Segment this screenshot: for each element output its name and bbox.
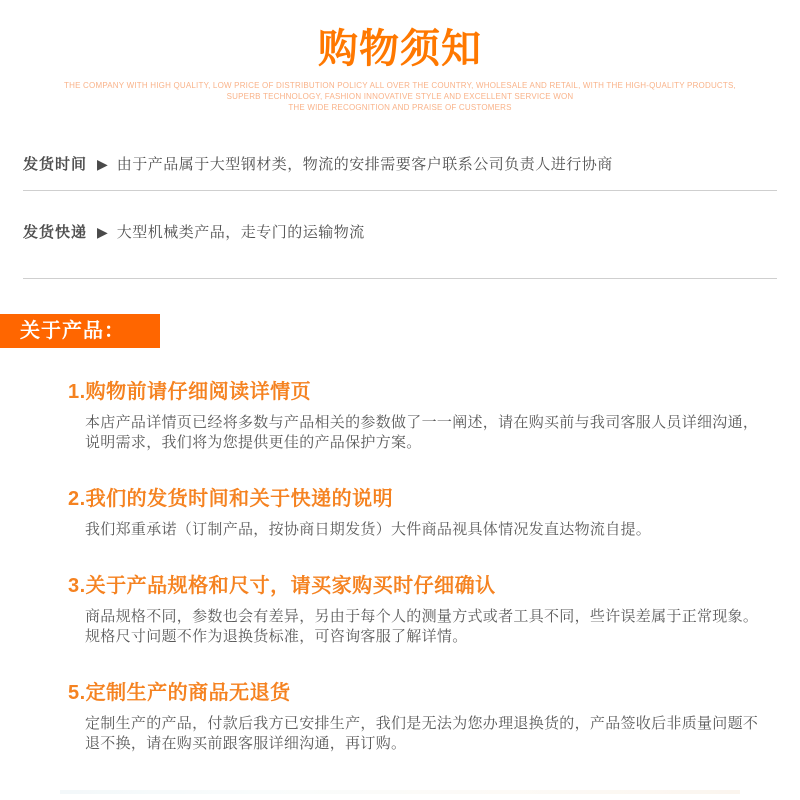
product-section xyxy=(68,375,760,453)
notice-label: 发货快递 xyxy=(23,224,88,241)
page-title: 购物须知 xyxy=(318,27,482,71)
product-section xyxy=(68,482,760,540)
notice-row xyxy=(23,153,777,191)
product-section xyxy=(68,569,760,647)
section-title: 5.定制生产的商品无退货 xyxy=(68,682,291,704)
footer-gradient-bar xyxy=(60,790,740,794)
notice-text: 大型机械类产品，走专门的运输物流 xyxy=(116,224,365,241)
subtitle-line: THE COMPANY WITH HIGH QUALITY, LOW PRICE OF DISTRIBUTION POLICY ALL OVER THE COUNTRY, WHOLESALE AND RETAIL, WITH THE HIGH-QUALITY PRODUCTS, xyxy=(64,81,736,90)
notice-text: 由于产品属于大型钢材类，物流的安排需要客户联系公司负责人进行协商 xyxy=(116,156,613,173)
subtitle-line: THE WIDE RECOGNITION AND PRAISE OF CUSTOMERS xyxy=(288,103,512,112)
sections-container xyxy=(68,375,760,754)
section-body: 我们郑重承诺（订制产品，按协商日期发货）大件商品视具体情况发直达物流自提。 xyxy=(85,521,652,538)
notice-label: 发货时间 xyxy=(23,156,88,173)
product-section xyxy=(68,676,760,754)
about-product-banner: 关于产品： xyxy=(0,314,160,348)
notice-row xyxy=(23,191,777,279)
play-arrow-icon: ▶ xyxy=(97,155,108,172)
section-body: 本店产品详情页已经将多数与产品相关的参数做了一一阐述，请在购买前与我司客服人员详细沟通，说明需求，我们将为您提供更佳的产品保护方案。 xyxy=(85,414,759,451)
section-title: 3.关于产品规格和尺寸，请买家购买时仔细确认 xyxy=(68,575,496,597)
play-arrow-icon: ▶ xyxy=(97,223,108,240)
section-body: 定制生产的产品，付款后我方已安排生产，我们是无法为您办理退换货的，产品签收后非质量问题不退不换，请在购买前跟客服详细沟通，再订购。 xyxy=(85,715,759,752)
section-title: 2.我们的发货时间和关于快递的说明 xyxy=(68,488,394,510)
subtitle-line: SUPERB TECHNOLOGY, FASHION INNOVATIVE STYLE AND EXCELLENT SERVICE WON xyxy=(226,92,574,101)
notice-list xyxy=(23,153,777,279)
page-header xyxy=(0,0,800,113)
page-subtitle xyxy=(0,80,800,113)
section-title: 1.购物前请仔细阅读详情页 xyxy=(68,381,312,403)
section-body: 商品规格不同，参数也会有差异，另由于每个人的测量方式或者工具不同，些许误差属于正常现象。规格尺寸问题不作为退换货标准，可咨询客服了解详情。 xyxy=(85,608,759,645)
